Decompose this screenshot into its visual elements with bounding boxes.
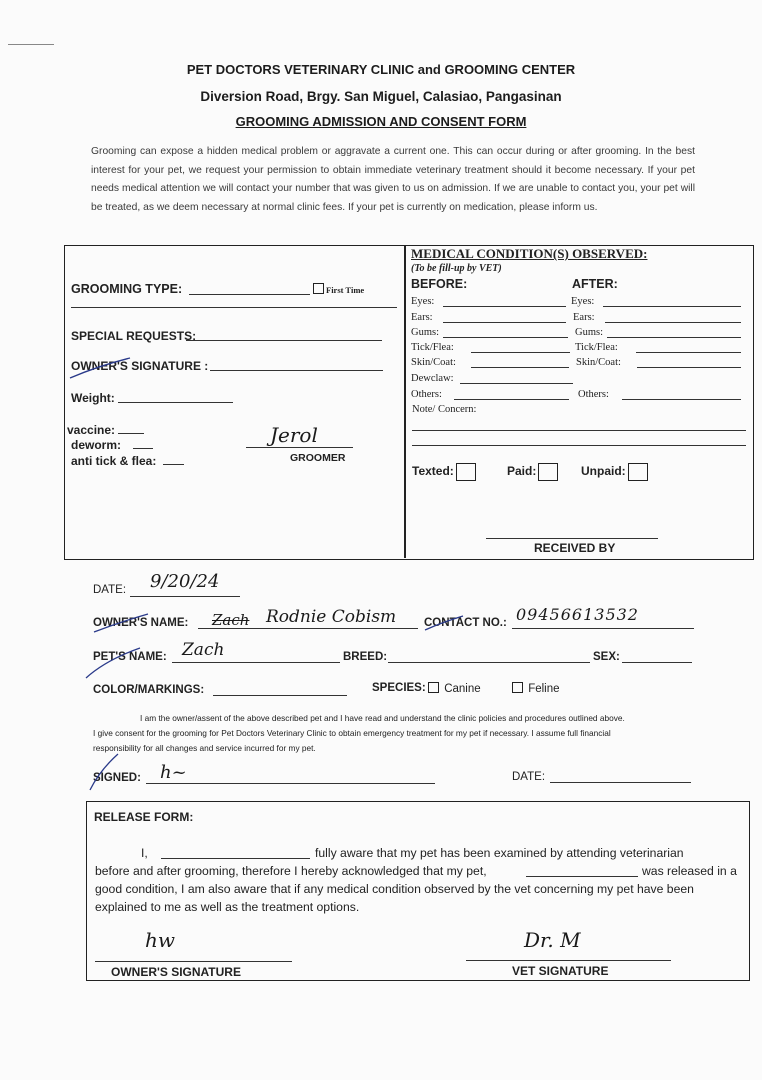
paid-option[interactable] (507, 463, 558, 481)
texted-option[interactable] (412, 463, 476, 481)
after-item-label: Tick/Flea: (575, 342, 618, 353)
after-item-label: Others: (578, 389, 609, 400)
canine-option[interactable] (428, 682, 481, 695)
sex-field[interactable] (622, 662, 692, 663)
owner-signature-field[interactable] (210, 370, 383, 371)
weight-field[interactable] (118, 402, 233, 403)
after-item-label: Eyes: (571, 296, 595, 307)
groomer-signature-line (246, 447, 353, 448)
after-item-label: Ears: (573, 312, 595, 323)
after-label: AFTER: (572, 277, 618, 291)
before-item-label: Eyes: (411, 296, 435, 307)
grooming-type-label: GROOMING TYPE: (71, 282, 183, 296)
scan-mark (8, 44, 54, 45)
pen-check-mark (68, 356, 134, 380)
after-item-field[interactable] (636, 352, 741, 353)
date2-label: DATE: (512, 771, 546, 783)
release-part-4: was released in a (642, 864, 737, 878)
groomer-signature: Jerol (270, 423, 318, 447)
pen-check-mark (423, 614, 467, 632)
before-item-field[interactable] (454, 399, 569, 400)
pen-check-mark (88, 752, 122, 792)
unpaid-option[interactable] (581, 463, 648, 481)
anti-tick-field[interactable] (163, 464, 184, 465)
received-by-label: RECEIVED BY (534, 541, 616, 555)
after-item-label: Skin/Coat: (576, 357, 621, 368)
note-label: Note/ Concern: (412, 404, 477, 415)
color-label: COLOR/MARKINGS: (93, 684, 205, 696)
owner-name-struck: Zach (212, 611, 250, 629)
clinic-address: Diversion Road, Brgy. San Miguel, Calasiao, Pangasinan (200, 89, 562, 104)
before-item-field[interactable] (443, 322, 566, 323)
canine-checkbox[interactable] (428, 682, 439, 693)
note-line-2[interactable] (412, 445, 746, 446)
consent-line-1: I am the owner/assent of the above described pet and I have read and understand the clinic policies and procedures outlined above. (140, 713, 625, 723)
before-item-field[interactable] (471, 367, 569, 368)
contact-field[interactable] (512, 628, 694, 629)
anti-tick-label: anti tick & flea: (71, 454, 157, 468)
release-part-5: good condition, I am also aware that if any medical condition observed by the vet concerning my pet have been (95, 882, 694, 896)
after-item-field[interactable] (603, 306, 741, 307)
first-time-option[interactable] (313, 283, 364, 295)
date-label: DATE: (93, 584, 127, 596)
before-item-label: Tick/Flea: (411, 342, 454, 353)
grooming-type-field[interactable] (189, 294, 310, 295)
release-pet-name-field[interactable] (526, 876, 638, 877)
deworm-field[interactable] (133, 448, 153, 449)
texted-label: Texted: (412, 464, 454, 479)
received-by-line[interactable] (486, 538, 658, 539)
signed-value[interactable]: h~ (160, 762, 187, 783)
medical-title: MEDICAL CONDITION(S) OBSERVED: (411, 246, 648, 261)
date-value[interactable]: 9/20/24 (150, 571, 220, 592)
release-owner-name-field[interactable] (161, 858, 310, 859)
signed-field[interactable] (146, 783, 435, 784)
intro-paragraph: Grooming can expose a hidden medical problem or aggravate a current one. This can occur during or after grooming. In the best interest for your pet, we request your permission to obtain immediate veterinary treatment should it become necessary. If your pet needs medical attention we will contact your number that was given to us on admission. If we are unable to contact you, your pet will be treated, as we deem necessary at normal clinic fees. If your pet is currently on medication, please inform us. (91, 146, 695, 213)
signed-label: SIGNED: (93, 772, 141, 784)
after-item-field[interactable] (605, 322, 741, 323)
consent-line-3: responsibility for all changes and service incurred for my pet. (93, 743, 316, 753)
note-line-1[interactable] (412, 430, 746, 431)
release-vet-sig-label: VET SIGNATURE (512, 964, 609, 978)
date-field[interactable] (130, 596, 240, 597)
groomer-label: GROOMER (290, 452, 346, 464)
form-title: GROOMING ADMISSION AND CONSENT FORM (235, 114, 527, 129)
before-item-field[interactable] (443, 337, 568, 338)
release-title: RELEASE FORM: (94, 810, 194, 824)
breed-label: BREED: (343, 651, 388, 663)
pen-check-mark (84, 646, 144, 680)
pen-check-mark (92, 612, 152, 634)
contact-label: CONTACT NO.: (424, 617, 507, 629)
before-item-label: Others: (411, 389, 442, 400)
release-part-1: I, (141, 846, 148, 860)
medical-subtitle: (To be fill-up by VET) (411, 263, 502, 274)
release-owner-sig-label: OWNER'S SIGNATURE (111, 965, 241, 979)
first-time-label: First Time (326, 285, 365, 295)
color-field[interactable] (213, 695, 347, 696)
canine-label: Canine (444, 683, 481, 695)
special-requests-label: SPECIAL REQUESTS: (71, 329, 197, 343)
paid-label: Paid: (507, 464, 537, 479)
owner-name-value[interactable]: Rodnie Cobism (266, 607, 397, 627)
feline-label: Feline (528, 683, 560, 695)
column-divider (404, 246, 406, 558)
before-item-label: Skin/Coat: (411, 357, 456, 368)
paid-checkbox[interactable] (538, 463, 558, 481)
before-item-field[interactable] (443, 306, 566, 307)
before-item-label: Dewclaw: (411, 373, 454, 384)
deworm-label: deworm: (71, 438, 122, 452)
after-item-label: Gums: (575, 327, 604, 338)
pet-name-field[interactable] (172, 662, 340, 663)
feline-option[interactable] (512, 682, 560, 695)
release-vet-signature[interactable]: Dr. M (524, 928, 581, 952)
after-item-field[interactable] (622, 399, 741, 400)
release-part-3: before and after grooming, therefore I hereby acknowledged that my pet, (95, 864, 487, 878)
unpaid-checkbox[interactable] (628, 463, 648, 481)
date2-field[interactable] (550, 782, 691, 783)
sex-label: SEX: (593, 651, 620, 663)
vet-signature-line (466, 960, 671, 961)
consent-line-2: I give consent for the grooming for Pet Doctors Veterinary Clinic to obtain emergency treatment for my pet if necessary. I assume full financial (93, 728, 611, 738)
release-part-6: explained to me as well as the treatment options. (95, 900, 360, 914)
pet-name-label: PET'S NAME: (93, 651, 167, 663)
clinic-name: PET DOCTORS VETERINARY CLINIC and GROOMING CENTER (186, 62, 576, 77)
before-label: BEFORE: (411, 277, 468, 291)
after-item-field[interactable] (607, 337, 741, 338)
breed-field[interactable] (388, 662, 590, 663)
weight-label: Weight: (71, 391, 115, 405)
vaccine-label: vaccine: (67, 423, 116, 437)
owner-signature-label: OWNER'S SIGNATURE : (71, 359, 209, 373)
unpaid-label: Unpaid: (581, 464, 626, 479)
grooming-type-extra-line[interactable] (71, 307, 397, 308)
before-item-field[interactable] (471, 352, 570, 353)
before-item-label: Gums: (411, 327, 440, 338)
feline-checkbox[interactable] (512, 682, 523, 693)
first-time-checkbox[interactable] (313, 283, 324, 294)
before-item-label: Ears: (411, 312, 433, 323)
texted-checkbox[interactable] (456, 463, 476, 481)
owner-signature-line (95, 961, 292, 962)
special-requests-field[interactable] (186, 340, 382, 341)
after-item-field[interactable] (637, 367, 741, 368)
owner-name-label: OWNER'S NAME: (93, 617, 189, 629)
release-owner-signature[interactable]: hw (145, 928, 175, 952)
contact-value[interactable]: 09456613532 (516, 605, 639, 624)
release-part-2: fully aware that my pet has been examined by attending veterinarian (315, 846, 684, 860)
before-item-field[interactable] (460, 383, 573, 384)
vaccine-field[interactable] (118, 433, 144, 434)
species-label: SPECIES: (372, 682, 426, 694)
pet-name-value[interactable]: Zach (182, 640, 225, 660)
